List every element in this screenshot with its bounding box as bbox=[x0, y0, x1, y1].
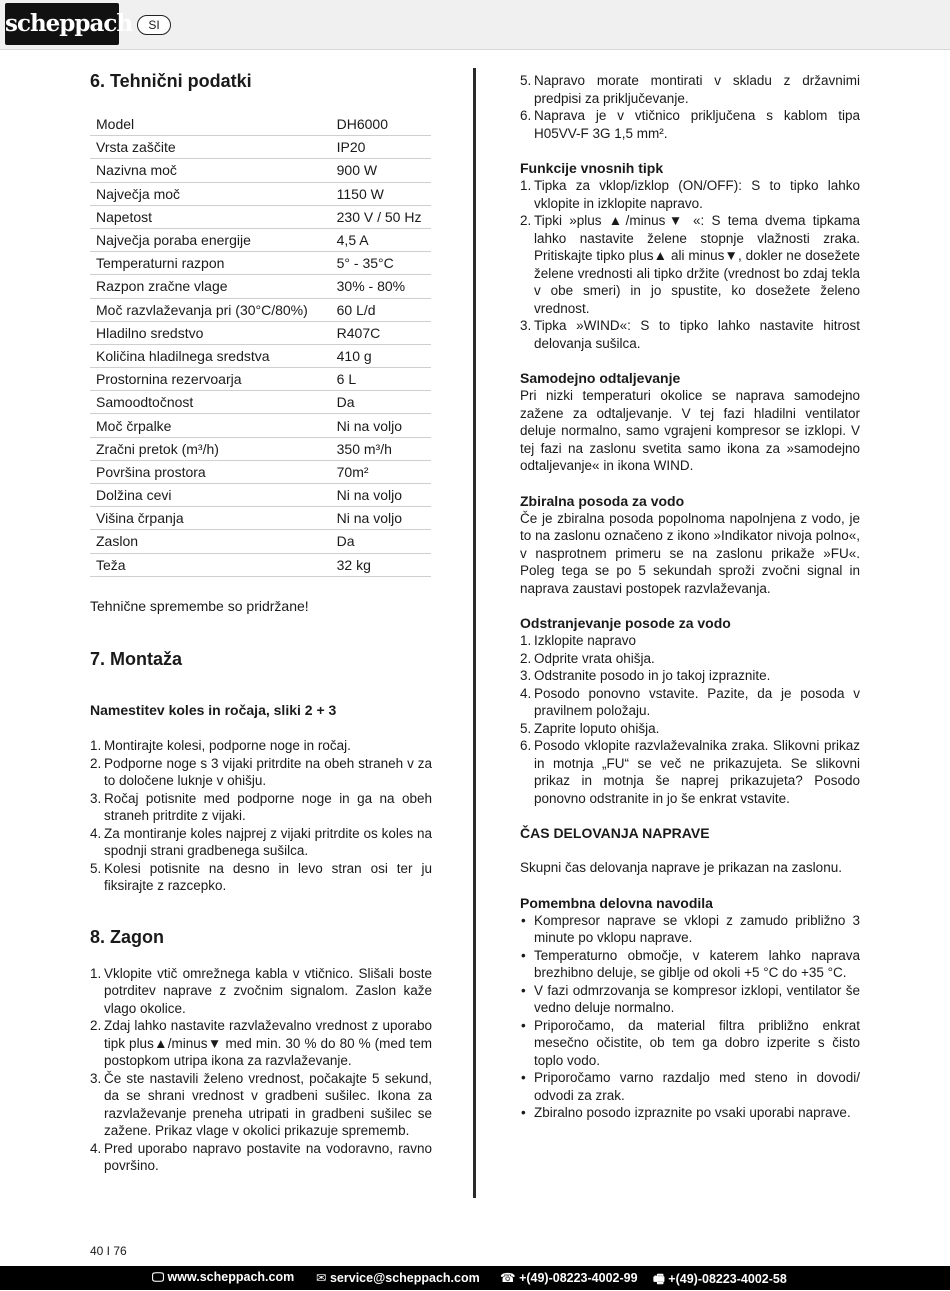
spec-value: 30% - 80% bbox=[331, 275, 431, 298]
footer-phone[interactable]: ☎ +(49)-08223-4002-99 bbox=[500, 1271, 638, 1285]
spec-value: Ni na voljo bbox=[331, 484, 431, 507]
list-item: 5. Zaprite loputo ohišja. bbox=[520, 720, 660, 736]
header-bar bbox=[0, 0, 950, 50]
spec-value: 32 kg bbox=[331, 553, 431, 576]
spec-label: Teža bbox=[90, 553, 331, 576]
spec-label: Površina prostora bbox=[90, 460, 331, 483]
spec-label: Količina hladilnega sredstva bbox=[90, 344, 331, 367]
table-row bbox=[90, 182, 431, 205]
list-item: 1. Montirajte kolesi, podporne noge in ročaj. bbox=[90, 738, 351, 754]
table-row bbox=[90, 275, 431, 298]
spec-label: Vrsta zaščite bbox=[90, 136, 331, 159]
language-badge: SI bbox=[137, 15, 171, 35]
right-column bbox=[520, 72, 860, 1122]
mail-icon: ✉ bbox=[316, 1271, 327, 1285]
list-item: 6. Naprava je v vtičnico priključena s kablom tipa H05VV-F 3G 1,5 mm². bbox=[520, 108, 860, 141]
footer-fax: 🖷 +(49)-08223-4002-58 bbox=[653, 1272, 787, 1286]
left-column bbox=[90, 68, 432, 1175]
list-item: 5. Kolesi potisnite na desno in levo stran osi ter ju fiksirajte z razcepko. bbox=[90, 860, 432, 894]
table-row bbox=[90, 344, 431, 367]
list-item: 3. Če ste nastavili želeno vrednost, počakajte 5 sekund, da se shrani vrednost v gradbeni sušilec. Ikona za razvlaževanje preneha utripati in gradbeni sušilec se zažene. Prikaz vlage v okolici prikazuje sprememb. bbox=[90, 1070, 432, 1139]
scheppach-logo: scheppach bbox=[5, 3, 119, 45]
spec-label: Nazivna moč bbox=[90, 159, 331, 182]
list-item: • Kompresor naprave se vklopi z zamudo približno 3 minute po vklopu naprave. bbox=[521, 912, 860, 945]
list-item: 3. Odstranite posodo in jo takoj izpraznite. bbox=[520, 668, 771, 683]
montaza-list bbox=[90, 737, 432, 895]
spec-label: Moč razvlaževanja pri (30°C/80%) bbox=[90, 298, 331, 321]
list-item: 2. Podporne noge s 3 vijaki pritrdite na obeh straneh v za to določene luknje v ohišju. bbox=[90, 755, 432, 789]
table-row bbox=[90, 391, 431, 414]
spec-value: DH6000 bbox=[331, 113, 431, 136]
odtaljevanje-text: Pri nizki temperaturi okolice se naprava samodejno zažene za odtaljevanje. V tej fazi hladilni ventilator deluje normalno, samo vgrajeni kompresor se izklopi. V tej fazi na zaslonu svetita samo ikona za »samodejno odtaljevanje« in ikona WIND. bbox=[520, 388, 860, 473]
list-item: 2. Tipki »plus ▲/minus▼ «: S tema dvema tipkama lahko nastavite želene stopnje vlažnosti zraka. Pritiskajte tipko plus▲ ali minus▼, dokler ne dosežete želene vrednosti ali tipko držite (vrednost bo zdaj tekla v obe smeri) in jo spustite, ko dosežete želeno vrednost. bbox=[520, 213, 860, 316]
table-row bbox=[90, 460, 431, 483]
spec-label: Zračni pretok (m³/h) bbox=[90, 437, 331, 460]
list-item: 3. Ročaj potisnite med podporne noge in ga na obeh straneh pritrdite z vijaki. bbox=[90, 790, 432, 824]
spec-value: 900 W bbox=[331, 159, 431, 182]
section-title-tech: 6. Tehnični podatki bbox=[90, 71, 252, 91]
list-item: 2. Odprite vrata ohišja. bbox=[520, 650, 655, 666]
spec-value: 70m² bbox=[331, 460, 431, 483]
spec-label: Zaslon bbox=[90, 530, 331, 553]
table-row bbox=[90, 437, 431, 460]
section-title-montaza: 7. Montaža bbox=[90, 649, 183, 670]
tech-note: Tehnične spremembe so pridržane! bbox=[90, 597, 309, 614]
table-row bbox=[90, 553, 431, 576]
list-item: 2. Zdaj lahko nastavite razvlaževalno vrednost z uporabo tipk plus▲/minus▼ med min. 30 % do 80 % (med tem postopkom utripa ikona za razvlaževanje. bbox=[90, 1018, 432, 1069]
monitor-icon: 🖵 bbox=[152, 1270, 165, 1284]
table-row bbox=[90, 321, 431, 344]
section-title-zagon: 8. Zagon bbox=[90, 926, 165, 947]
spec-label: Moč črpalke bbox=[90, 414, 331, 437]
odtaljevanje-title: Samodejno odtaljevanje bbox=[520, 370, 681, 386]
list-item: 4. Posodo ponovno vstavite. Pazite, da je posoda v pravilnem položaju. bbox=[520, 685, 860, 718]
footer-web[interactable]: 🖵 www.scheppach.com bbox=[152, 1270, 295, 1284]
cas-text: Skupni čas delovanja naprave je prikazan na zaslonu. bbox=[520, 860, 842, 875]
list-item: • Priporočamo varno razdaljo med steno in dovodi/ odvodi za zrak. bbox=[521, 1070, 860, 1103]
spec-value: 1150 W bbox=[331, 182, 431, 205]
spec-label: Prostornina rezervoarja bbox=[90, 368, 331, 391]
spec-value: 230 V / 50 Hz bbox=[331, 205, 431, 228]
spec-value: 410 g bbox=[331, 344, 431, 367]
spec-label: Model bbox=[90, 113, 331, 136]
spec-label: Največja moč bbox=[90, 182, 331, 205]
table-row bbox=[90, 252, 431, 275]
spec-label: Samoodtočnost bbox=[90, 391, 331, 414]
fax-icon: 🖷 bbox=[653, 1272, 665, 1286]
spec-value: Ni na voljo bbox=[331, 414, 431, 437]
spec-value: 4,5 A bbox=[331, 228, 431, 251]
funkcije-list bbox=[520, 177, 860, 352]
page-number: 40 I 76 bbox=[90, 1244, 127, 1258]
list-item: 1. Izklopite napravo bbox=[520, 633, 637, 648]
funkcije-title: Funkcije vnosnih tipk bbox=[520, 160, 664, 176]
installation-list bbox=[520, 72, 860, 142]
table-row bbox=[90, 159, 431, 182]
spec-value: 6 L bbox=[331, 368, 431, 391]
spec-table bbox=[90, 113, 431, 577]
cas-title: ČAS DELOVANJA NAPRAVE bbox=[520, 825, 710, 841]
odstranjevanje-list bbox=[520, 632, 860, 807]
spec-value: Ni na voljo bbox=[331, 507, 431, 530]
montaza-subtitle: Namestitev koles in ročaja, sliki 2 + 3 bbox=[90, 702, 337, 719]
table-row bbox=[90, 530, 431, 553]
table-row bbox=[90, 414, 431, 437]
spec-value: Da bbox=[331, 530, 431, 553]
spec-value: IP20 bbox=[331, 136, 431, 159]
spec-label: Hladilno sredstvo bbox=[90, 321, 331, 344]
spec-label: Dolžina cevi bbox=[90, 484, 331, 507]
table-row bbox=[90, 507, 431, 530]
table-row bbox=[90, 484, 431, 507]
spec-label: Razpon zračne vlage bbox=[90, 275, 331, 298]
list-item: • V fazi odmrzovanja se kompresor izklopi, ventilator še vedno deluje normalno. bbox=[521, 982, 860, 1015]
table-row bbox=[90, 368, 431, 391]
spec-value: 60 L/d bbox=[331, 298, 431, 321]
list-item: 3. Tipka »WIND«: S to tipko lahko nastavite hitrost delovanja sušilca. bbox=[520, 318, 860, 351]
column-divider bbox=[473, 68, 476, 1198]
navodila-list bbox=[520, 912, 860, 1122]
table-row bbox=[90, 113, 431, 136]
table-row bbox=[90, 205, 431, 228]
spec-value: 350 m³/h bbox=[331, 437, 431, 460]
spec-value: R407C bbox=[331, 321, 431, 344]
list-item: • Zbiralno posodo izpraznite po vsaki uporabi naprave. bbox=[521, 1105, 851, 1120]
posoda-text: Če je zbiralna posoda popolnoma napolnjena z vodo, je to na zaslonu označeno z ikono »Indikator nivoja polno«, v nasprotnem primeru se na zaslonu prikaže »FU«. Poleg tega se po 5 sekundah sproži zvočni signal in naprava zaustavi postopek razvlaževanja. bbox=[520, 510, 860, 596]
posoda-title: Zbiralna posoda za vodo bbox=[520, 492, 685, 509]
table-row bbox=[90, 136, 431, 159]
phone-icon: ☎ bbox=[500, 1271, 516, 1285]
spec-label: Višina črpanja bbox=[90, 507, 331, 530]
spec-label: Napetost bbox=[90, 205, 331, 228]
spec-value: 5° - 35°C bbox=[331, 252, 431, 275]
table-row bbox=[90, 298, 431, 321]
table-row bbox=[90, 228, 431, 251]
list-item: 4. Pred uporabo napravo postavite na vodoravno, ravno površino. bbox=[90, 1140, 432, 1174]
zagon-list bbox=[90, 965, 432, 1175]
spec-label: Temperaturni razpon bbox=[90, 252, 331, 275]
spec-value: Da bbox=[331, 391, 431, 414]
odstranjevanje-title: Odstranjevanje posode za vodo bbox=[520, 615, 731, 631]
list-item: • Priporočamo, da material filtra približno enkrat mesečno očistite, ob tem ga dobro izperite s čisto toplo vodo. bbox=[521, 1017, 860, 1068]
list-item: 1. Vklopite vtič omrežnega kabla v vtičnico. Slišali boste potrditev naprave z zvočnim signalom. Zaslon kaže vlago okolice. bbox=[90, 965, 432, 1016]
list-item: • Temperaturno območje, v katerem lahko naprava brezhibno deluje, se giblje od okoli +5 °C do +35 °C. bbox=[521, 947, 860, 980]
list-item: 6. Posodo vklopite razvlaževalnika zraka. Slikovni prikaz in motnja „FU“ se več ne prikazujeta. Se slikovni prikaz in motnja še naprej prikazujeta? Posodo ponovno odstranite in jo še enkrat vstavite. bbox=[520, 738, 860, 806]
navodila-title: Pomembna delovna navodila bbox=[520, 894, 713, 911]
footer-email[interactable]: ✉ service@scheppach.com bbox=[316, 1271, 480, 1285]
list-item: 4. Za montiranje koles najprej z vijaki pritrdite os koles na spodnji strani gradbenega sušilca. bbox=[90, 825, 432, 859]
list-item: 1. Tipka za vklop/izklop (ON/OFF): S to tipko lahko vklopite in izklopite napravo. bbox=[520, 178, 860, 211]
spec-label: Največja poraba energije bbox=[90, 228, 331, 251]
list-item: 5. Napravo morate montirati v skladu z državnimi predpisi za priključevanje. bbox=[520, 73, 860, 106]
footer-bar bbox=[0, 1266, 950, 1290]
